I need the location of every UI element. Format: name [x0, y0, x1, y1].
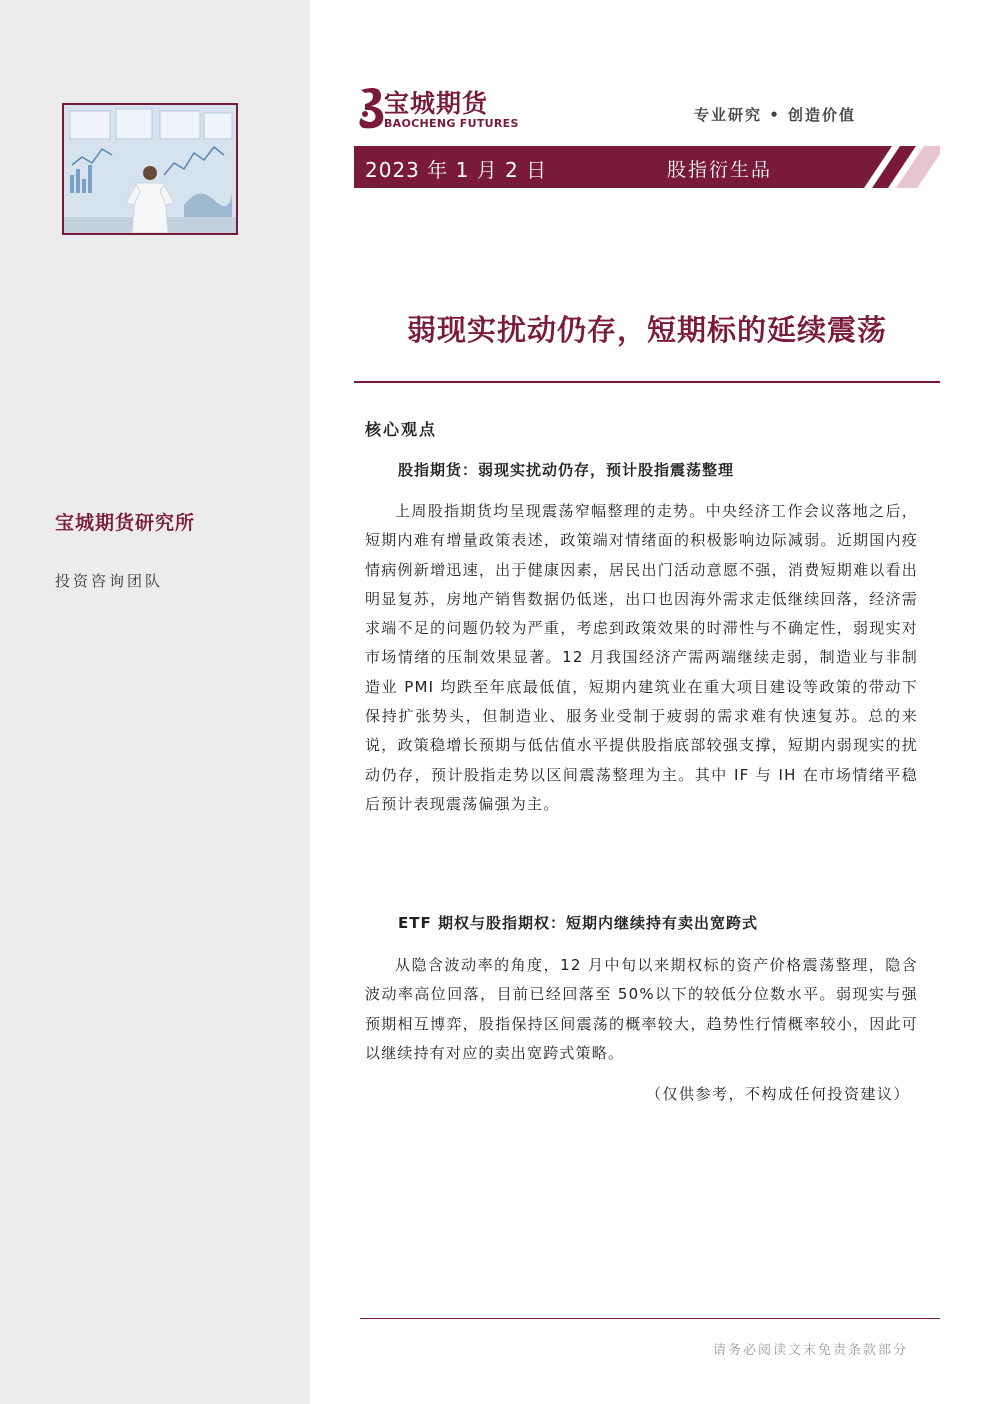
report-title: 弱现实扰动仍存，短期标的延续震荡 — [406, 313, 887, 347]
brand-name-en: BAOCHENG FUTURES — [384, 117, 519, 130]
title-divider — [354, 381, 940, 383]
options-paragraph: 从隐含波动率的角度，12 月中旬以来期权标的资产价格震荡整理，隐含波动率高位回落，目前已经回落至 50%以下的较低分位数水平。弱现实与强预期相互博弈，股指保持区间震荡的概率较大，趋势性行情概率较小，因此可以继续持有对应的卖出宽跨式策略。 — [365, 956, 918, 1062]
businessman-charts-illustration — [64, 105, 236, 233]
core-view-heading: 核心观点 — [365, 420, 438, 439]
stock-index-futures-heading: 股指期货：弱现实扰动仍存，预计股指震荡整理 — [398, 461, 735, 479]
options-heading: ETF 期权与股指期权：短期内继续持有卖出宽跨式 — [398, 914, 758, 932]
disclaimer: （仅供参考，不构成任何投资建议） — [645, 1085, 910, 1103]
institute-name: 宝城期货研究所 — [55, 512, 196, 534]
stock-index-futures-paragraph: 上周股指期货均呈现震荡窄幅整理的走势。中央经济工作会议落地之后，短期内难有增量政策表述，政策端对情绪面的积极影响边际减弱。近期国内疫情病例新增迅速，出于健康因素，居民出门活动意愿不强，消费短期难以看出明显复苏，房地产销售数据仍低迷，出口也因海外需求走低继续回落，经济需求端不足的问题仍较为严重，考虑到政策效果的时滞性与不确定性，弱现实对市场情绪的压制效果显著。12 月我国经济产需两端继续走弱，制造业与非制造业 PMI 均跌至年底最低值，短期内建筑业在重大项目建设等政策的带动下保持扩张势头，但制造业、服务业受制于疲弱的需求难有快速复苏。总的来说，政策稳增长预期与低估值水平提供股指底部较强支撑，短期内弱现实的扰动仍存，预计股指走势以区间震荡整理为主。其中 IF 与 IH 在市场情绪平稳后预计表现震荡偏强为主。 — [365, 502, 918, 813]
report-category: 股指衍生品 — [667, 159, 773, 181]
brand-slogan: 专业研究 • 创造价值 — [694, 106, 857, 124]
report-date: 2023 年 1 月 2 日 — [365, 158, 548, 182]
cover-image — [62, 103, 238, 235]
footer-divider — [360, 1318, 940, 1319]
footer-note: 请务必阅读文末免责条款部分 — [712, 1343, 908, 1358]
team-name: 投资咨询团队 — [55, 572, 164, 590]
brand-name-cn: 宝城期货 — [384, 89, 489, 118]
